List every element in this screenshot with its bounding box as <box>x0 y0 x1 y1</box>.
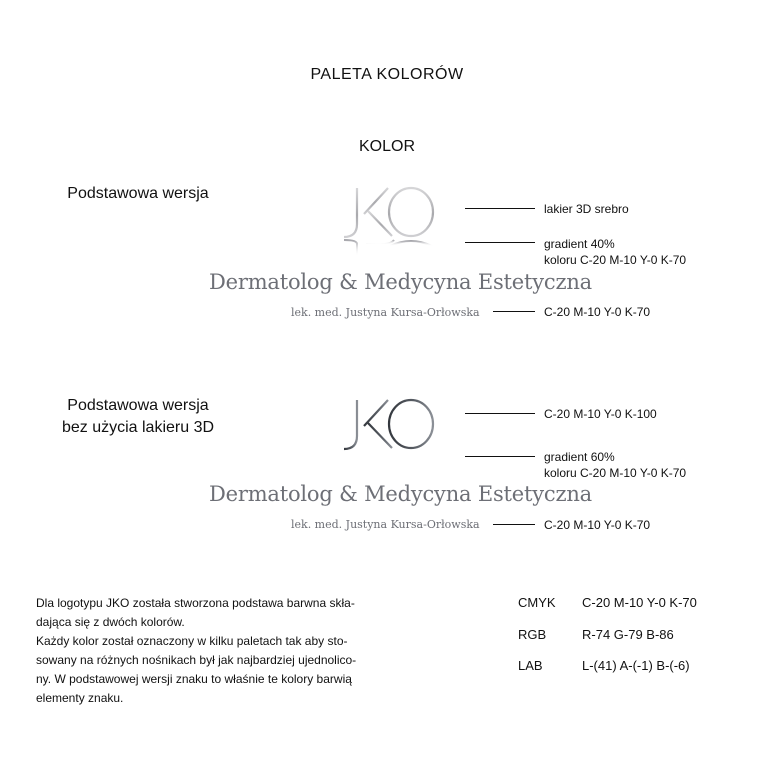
section-title: KOLOR <box>358 138 415 155</box>
page-title: PALETA KOLORÓW <box>310 66 464 83</box>
leader-line <box>465 242 535 243</box>
color-value-lab: L-(41) A-(-1) B-(-6) <box>582 658 690 673</box>
note-gradient-40: gradient 40% koloru C-20 M-10 Y-0 K-70 <box>544 237 687 267</box>
jko-monogram-gray <box>330 394 450 456</box>
note-k100: C-20 M-10 Y-0 K-100 <box>544 407 657 421</box>
jko-monogram-silver <box>330 182 450 262</box>
tagline: Dermatolog & Medycyna Estetyczna <box>209 482 592 506</box>
leader-line <box>465 413 535 414</box>
leader-line <box>493 524 535 525</box>
version-2-label <box>28 395 248 439</box>
color-model-cmyk: CMYK <box>518 595 556 610</box>
note-gradient-60: gradient 60% koloru C-20 M-10 Y-0 K-70 <box>544 450 687 480</box>
leader-line <box>493 311 535 312</box>
version-2-label-line: bez użycia lakieru 3D <box>61 419 215 436</box>
color-model-rgb: RGB <box>518 627 547 642</box>
tagline: Dermatolog & Medycyna Estetyczna <box>209 270 592 294</box>
color-value-cmyk: C-20 M-10 Y-0 K-70 <box>582 595 697 610</box>
leader-line <box>465 208 535 209</box>
subline: lek. med. Justyna Kursa-Orłowska <box>291 518 480 531</box>
note-text-color: C-20 M-10 Y-0 K-70 <box>544 305 651 319</box>
leader-line <box>465 456 535 457</box>
color-value-rgb: R-74 G-79 B-86 <box>582 627 674 642</box>
subline: lek. med. Justyna Kursa-Orłowska <box>291 306 480 319</box>
description-paragraph: Dla logotypu JKO została stworzona podstawa barwna skła- dająca się z dwóch kolorów. Każdy kolor został oznaczony w kilku paletach tak aby sto- sowany na różnych nośnikach był jak najbardziej ujednolico- ny. W podstawowej wersji znaku to właśnie te kolory barwią elementy znaku. <box>36 596 357 705</box>
note-text-color: C-20 M-10 Y-0 K-70 <box>544 518 651 532</box>
color-model-lab: LAB <box>518 658 543 673</box>
version-1-label <box>28 183 248 205</box>
note-silver-lacquer: lakier 3D srebro <box>544 202 629 216</box>
version-2-label-line: Podstawowa wersja <box>67 397 209 414</box>
version-1-label-line: Podstawowa wersja <box>67 185 209 202</box>
